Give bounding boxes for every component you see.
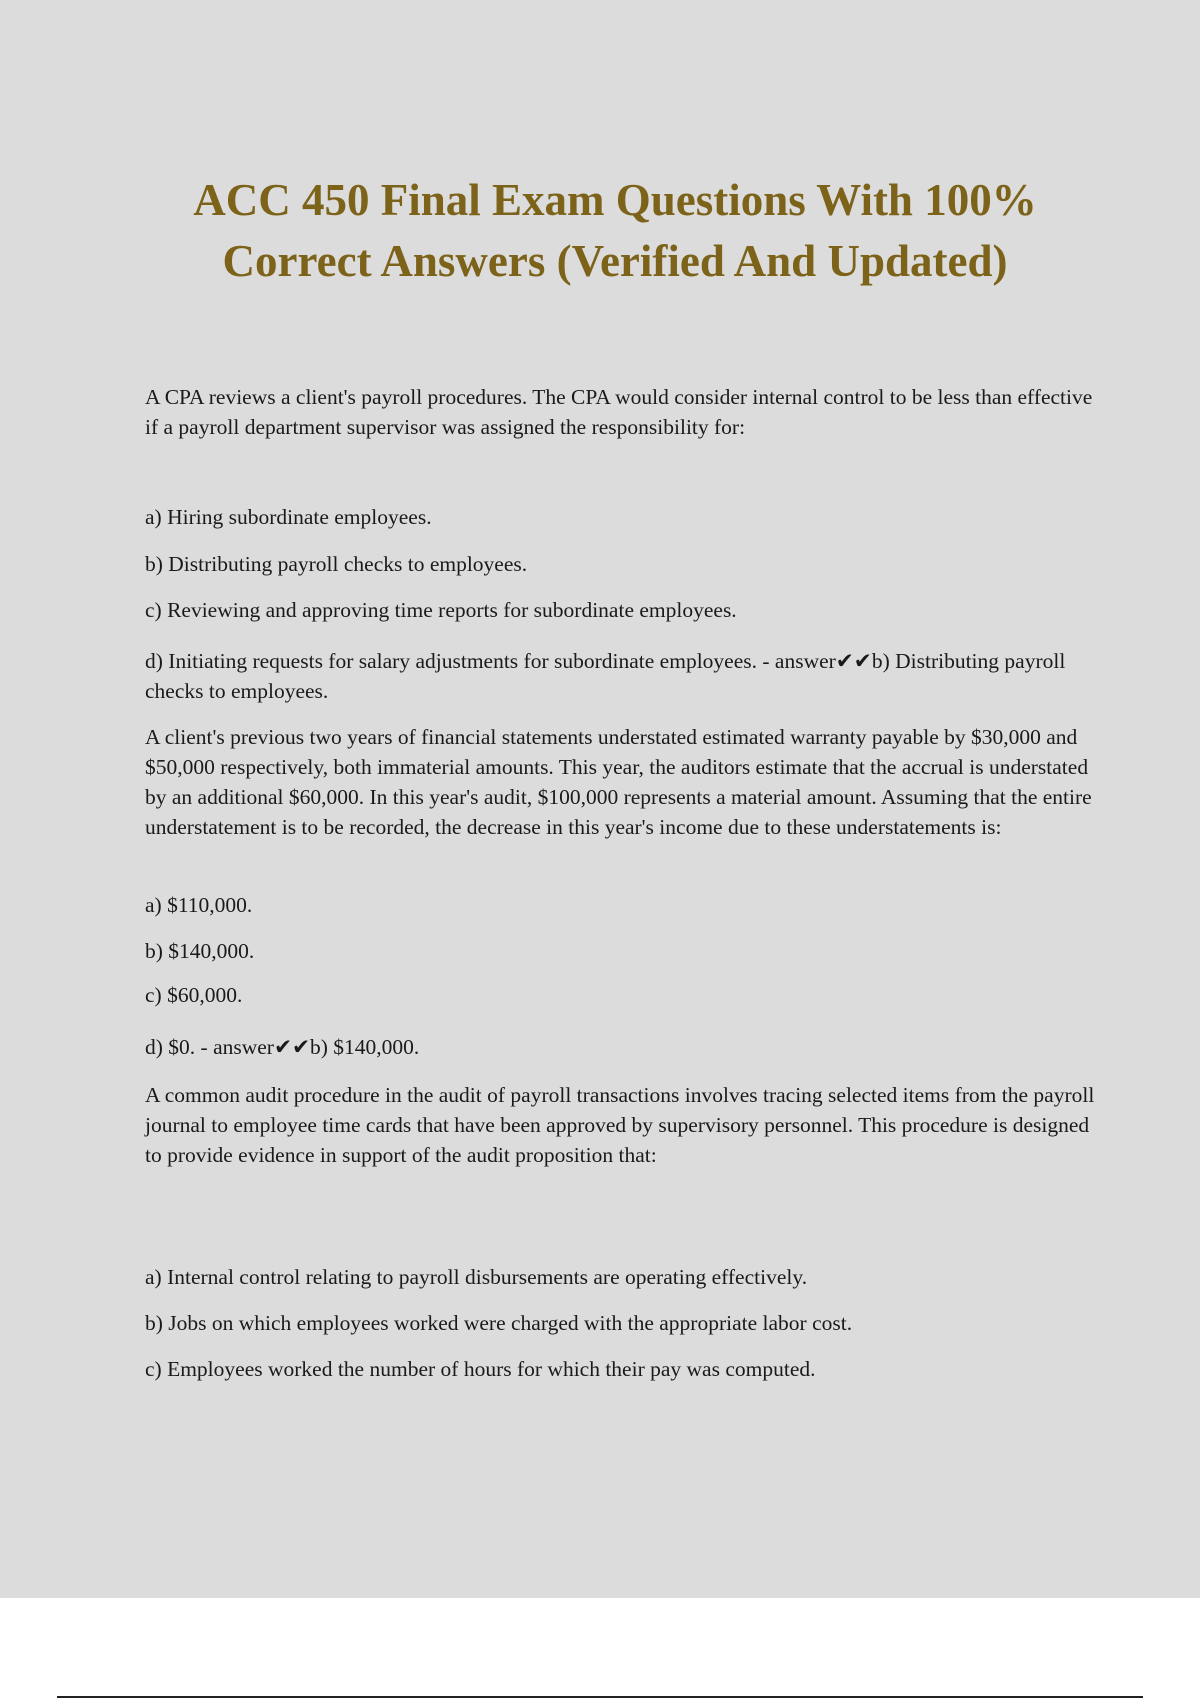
question-2-option-a: a) $110,000. [145,893,253,917]
question-2-option-c: c) $60,000. [145,983,243,1007]
question-1-option-c: c) Reviewing and approving time reports for subordinate employees. [145,598,737,622]
question-1-prompt: A CPA reviews a client's payroll procedures. The CPA would consider internal control to be less than effective if a payroll department supervisor was assigned the responsibility for: [145,385,1093,439]
question-2-prompt: A client's previous two years of financial statements understated estimated warranty payable by $30,000 and $50,000 respectively, both immaterial amounts. This year, the auditors estimate that the accrual is understated by an additional $60,000. In this year's audit, $100,000 represents a material amount. Assuming that the entire understatement is to be recorded, the decrease in this year's income due to these understatements is: [145,725,1092,839]
question-3-option-b: b) Jobs on which employees worked were charged with the appropriate labor cost. [145,1311,853,1335]
question-2-option-d-answer: d) $0. - answer✔✔b) $140,000. [145,1035,420,1059]
question-3-option-a: a) Internal control relating to payroll disbursements are operating effectively. [145,1265,808,1289]
question-2-option-b: b) $140,000. [145,939,255,963]
question-3-option-c: c) Employees worked the number of hours for which their pay was computed. [145,1357,816,1381]
question-1-option-a: a) Hiring subordinate employees. [145,505,432,529]
footer-rule [57,1696,1143,1698]
document-title: ACC 450 Final Exam Questions With 100% Correct Answers (Verified And Updated) [193,175,1037,286]
question-1-option-b: b) Distributing payroll checks to employees. [145,552,528,576]
question-1-option-d-answer: d) Initiating requests for salary adjustments for subordinate employees. - answer✔✔b) Distributing payroll checks to employees. [145,649,1066,703]
question-3-prompt: A common audit procedure in the audit of payroll transactions involves tracing selected items from the payroll journal to employee time cards that have been approved by supervisory personnel. This procedure is designed to provide evidence in support of the audit proposition that: [145,1083,1095,1167]
